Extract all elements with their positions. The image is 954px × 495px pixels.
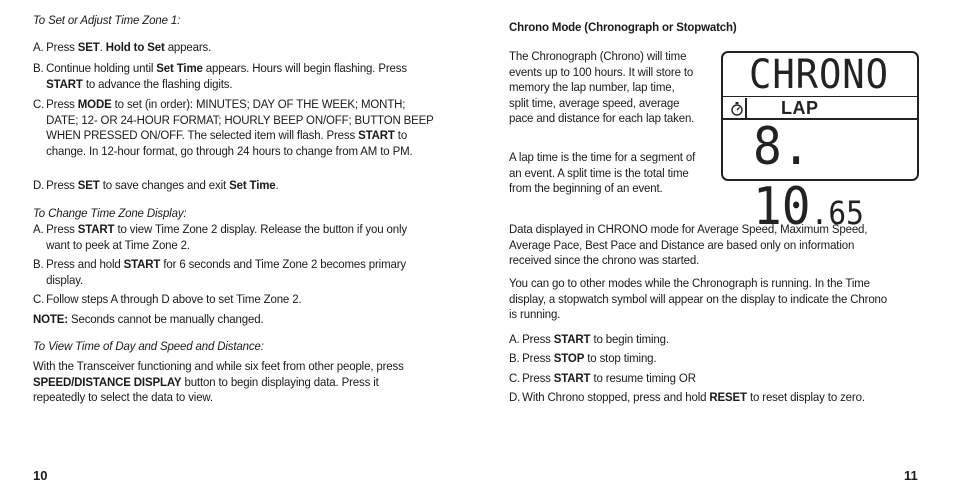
list-item-2c: C. Follow steps A through D above to set Time Zone 2. [33, 292, 302, 306]
page-number-right: 11 [904, 468, 918, 483]
lcd-title-row [723, 53, 917, 97]
list-item-rd: D. With Chrono stopped, press and hold RESET to reset display to zero. [509, 390, 865, 404]
list-item-2b: B. Press and hold START for 6 seconds and Time Zone 2 becomes primary display. [33, 257, 406, 287]
paragraph-other-modes: You can go to other modes while the Chronograph is running. In the Time display, a stopwatch symbol will appear on the display to indicate the Chrono is running. [509, 276, 888, 322]
paragraph-chrono-intro: The Chronograph (Chrono) will time events up to 100 hours. It will store to memory the lap number, lap time, split time, average speed, average pace and distance for each lap taken. [509, 49, 695, 126]
list-item-1d: D. Press SET to save changes and exit Set Time. [33, 178, 279, 192]
section-heading-time-zone-display: To Change Time Zone Display: [33, 206, 187, 220]
list-item-ra: A. Press START to begin timing. [509, 332, 669, 346]
note: NOTE: Seconds cannot be manually changed. [33, 312, 264, 326]
list-item-1b: B. Continue holding until Set Time appears. Hours will begin flashing. Press START to advance the flashing digits. [33, 61, 407, 91]
paragraph-chrono-data: Data displayed in CHRONO mode for Average Speed, Maximum Speed, Average Pace, Best Pace and Distance are based only on information received since the chrono was started. [509, 222, 868, 268]
lcd-lap-label: LAP [781, 98, 819, 118]
lcd-title: CHRONO [749, 52, 889, 98]
right-page [509, 0, 919, 495]
list-item-1c: C. Press MODE to set (in order): MINUTES; DAY OF THE WEEK; MONTH; DATE; 12- OR 24-HOUR FORMAT; HOURLY BEEP ON/OFF; BUTTON BEEP WHEN PRESSED ON/OFF. The selected item will flash. Press START to change. In 12-hour format, go through 24 hours to change from AM to PM. [33, 97, 434, 158]
page-number-left: 10 [33, 468, 48, 483]
section-heading-view-time: To View Time of Day and Speed and Distance: [33, 339, 264, 353]
section-heading-chrono: Chrono Mode (Chronograph or Stopwatch) [509, 20, 737, 34]
chrono-lcd-display [721, 51, 919, 237]
list-item-1a: A. Press SET. Hold to Set appears. [33, 40, 212, 54]
list-item-2a: A. Press START to view Time Zone 2 display. Release the button if you only want to peek at Time Zone 2. [33, 222, 407, 252]
section-heading-time-zone-1: To Set or Adjust Time Zone 1: [33, 13, 181, 27]
list-item-rb: B. Press STOP to stop timing. [509, 351, 657, 365]
paragraph-lap-split: A lap time is the time for a segment of an event. A split time is the total time from the beginning of an event. [509, 150, 696, 196]
lcd-time-readout: 8. 10.65 [753, 117, 864, 237]
lcd-divider-vertical [745, 98, 747, 118]
left-page [33, 0, 445, 495]
paragraph-view-time: With the Transceiver functioning and while six feet from other people, press SPEED/DISTANCE DISPLAY button to begin displaying data. Press it repeatedly to select the data to view. [33, 359, 404, 405]
list-item-rc: C. Press START to resume timing OR [509, 371, 696, 385]
